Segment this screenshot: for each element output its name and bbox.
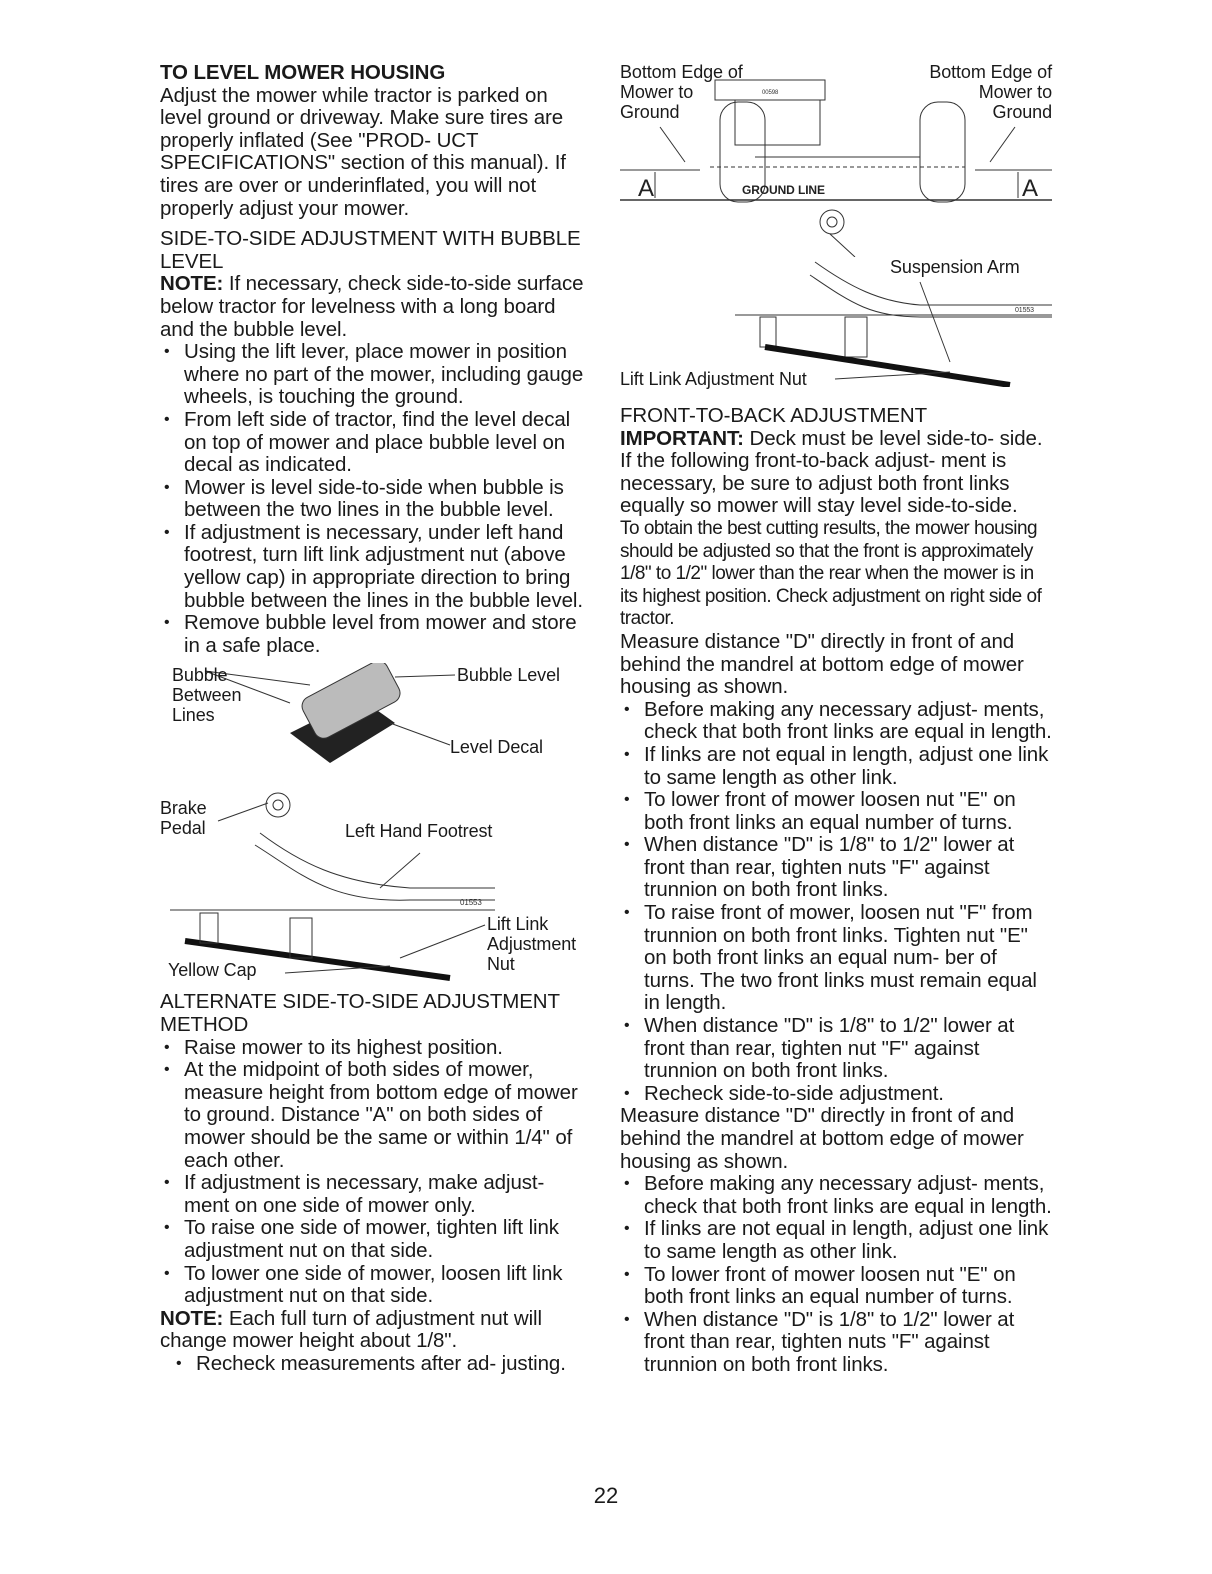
list-item: • To lower front of mower loosen nut "E" on both front links an equal number of turns.: [644, 789, 1052, 834]
note-paragraph-2: [160, 1308, 592, 1353]
left-column: [160, 62, 592, 1376]
important-paragraph: [620, 428, 1052, 518]
side-to-side-steps: [160, 341, 592, 657]
distance-a-right: A: [1022, 175, 1038, 202]
label-bubble-level: Bubble Level: [457, 665, 560, 686]
list-item: • When distance "D" is 1/8" to 1/2" lower at front than rear, tighten nuts "F" against trunnion on both front links.: [644, 834, 1052, 902]
subheading-side-to-side: SIDE-TO-SIDE ADJUSTMENT WITH BUBBLE LEVEL: [160, 227, 581, 273]
list-item: • Before making any necessary adjust- ments, check that both front links are equal in length.: [644, 699, 1052, 744]
note-label: NOTE:: [160, 1306, 224, 1330]
list-item: • Recheck side-to-side adjustment.: [644, 1083, 1052, 1106]
list-item: • Using the lift lever, place mower in position where no part of the mower, including gauge wheels, is touching the ground.: [184, 341, 592, 409]
measure-paragraph: Measure distance "D" directly in front of and behind the mandrel at bottom edge of mower housing as shown.: [620, 629, 1024, 699]
bubble-level-figure: [160, 663, 592, 985]
ground-line-figure: [620, 62, 1052, 257]
distance-a-left: A: [638, 175, 654, 202]
figure-code: 01553: [1015, 307, 1034, 314]
subheading-front-to-back: FRONT-TO-BACK ADJUSTMENT: [620, 404, 928, 427]
section-heading: TO LEVEL MOWER HOUSING: [160, 61, 446, 84]
list-item: • Recheck measurements after ad- justing.: [196, 1353, 592, 1376]
figure-code: 00598: [762, 90, 779, 96]
list-item: • To raise front of mower, loosen nut "F" from trunnion on both front links. Tighten nut "E" on both front links an equal num- ber of turns. The two front links must remain equal in length.: [644, 902, 1052, 1015]
front-to-back-steps-2: [620, 1173, 1052, 1376]
note-paragraph: [160, 273, 592, 341]
list-item: • When distance "D" is 1/8" to 1/2" lower at front than rear, tighten nuts "F" against trunnion on both front links.: [644, 1309, 1052, 1377]
right-column: [620, 0, 1052, 1377]
list-item: • At the midpoint of both sides of mower, measure height from bottom edge of mower to ground. Distance "A" on both sides of mower should be the same or within 1/4" of each other.: [184, 1059, 592, 1172]
list-item: • If links are not equal in length, adjust one link to same length as other link.: [644, 1218, 1052, 1263]
list-item: • Before making any necessary adjust- ments, check that both front links are equal in length.: [644, 1173, 1052, 1218]
list-item: • To lower one side of mower, loosen lift link adjustment nut on that side.: [184, 1263, 592, 1308]
label-left-hand-footrest: Left Hand Footrest: [345, 821, 493, 842]
label-bottom-edge-left: Bottom Edge of Mower to Ground: [620, 62, 743, 122]
list-item: • If adjustment is necessary, under left hand footrest, turn lift link adjustment nut (above yellow cap) in appropriate direction to bring bubble between the lines in the bubble level.: [184, 522, 592, 612]
list-item: • If adjustment is necessary, make adjust- ment on one side of mower only.: [184, 1172, 592, 1217]
list-item: • If links are not equal in length, adjust one link to same length as other link.: [644, 744, 1052, 789]
label-level-decal: Level Decal: [450, 737, 543, 758]
important-label: IMPORTANT:: [620, 426, 744, 450]
subheading-alternate-method: ALTERNATE SIDE-TO-SIDE ADJUSTMENT METHOD: [160, 990, 560, 1037]
suspension-arm-figure: [620, 257, 1052, 387]
label-lift-link-adjustment-nut: Lift Link Adjustment Nut: [620, 369, 807, 389]
ground-line-label: GROUND LINE: [742, 183, 825, 197]
page-number: 22: [593, 1483, 619, 1508]
important-text: Deck must be level side-to- side. If the following front-to-back adjust- ment is necessary, be sure to adjust both front links equally so mower will stay level side-to-side.: [620, 426, 1043, 518]
intro-paragraph: Adjust the mower while tractor is parked on level ground or driveway. Make sure tires are properly inflated (See "PROD- UCT SPECIFICATIONS" section of this manual). If tires are over or underinflated, you will not properly adjust your mower.: [160, 83, 566, 220]
label-brake-pedal: Brake Pedal: [160, 798, 207, 839]
list-item: • Mower is level side-to-side when bubble is between the two lines in the bubble level.: [184, 477, 592, 522]
front-to-back-steps: [620, 699, 1052, 1106]
figure-code: 01553: [460, 898, 482, 908]
list-item: • To lower front of mower loosen nut "E" on both front links an equal number of turns.: [644, 1264, 1052, 1309]
measure-paragraph-2: Measure distance "D" directly in front of and behind the mandrel at bottom edge of mower housing as shown.: [620, 1104, 1024, 1173]
list-item: • When distance "D" is 1/8" to 1/2" lower at front than rear, tighten nut "F" against trunnion on both front links.: [644, 1015, 1052, 1083]
list-item: • Raise mower to its highest position.: [184, 1037, 592, 1060]
note-text: If necessary, check side-to-side surface below tractor for levelness with a long board and the bubble level.: [160, 272, 584, 341]
list-item: • From left side of tractor, find the level decal on top of mower and place bubble level on decal as indicated.: [184, 409, 592, 477]
label-suspension-arm: Suspension Arm: [890, 257, 1020, 277]
final-step: [160, 1353, 592, 1376]
note-text: Each full turn of adjustment nut will change mower height about 1/8".: [160, 1306, 542, 1353]
note-label: NOTE:: [160, 272, 224, 296]
label-lift-link-adjustment-nut: Lift Link Adjustment Nut: [487, 914, 577, 975]
alternate-method-steps: [160, 1037, 592, 1308]
label-bottom-edge-right: Bottom Edge of Mower to Ground: [929, 62, 1052, 122]
label-bubble-between-lines: Bubble Between Lines: [172, 665, 242, 726]
label-yellow-cap: Yellow Cap: [168, 960, 257, 981]
obtain-paragraph: To obtain the best cutting results, the mower housing should be adjusted so that the front is approximately 1/8" to 1/2" lower than the rear when the mower is in its highest position. Check adjustment on right side of tractor.: [620, 517, 1042, 630]
list-item: • To raise one side of mower, tighten lift link adjustment nut on that side.: [184, 1217, 592, 1262]
list-item: • Remove bubble level from mower and store in a safe place.: [184, 612, 592, 657]
